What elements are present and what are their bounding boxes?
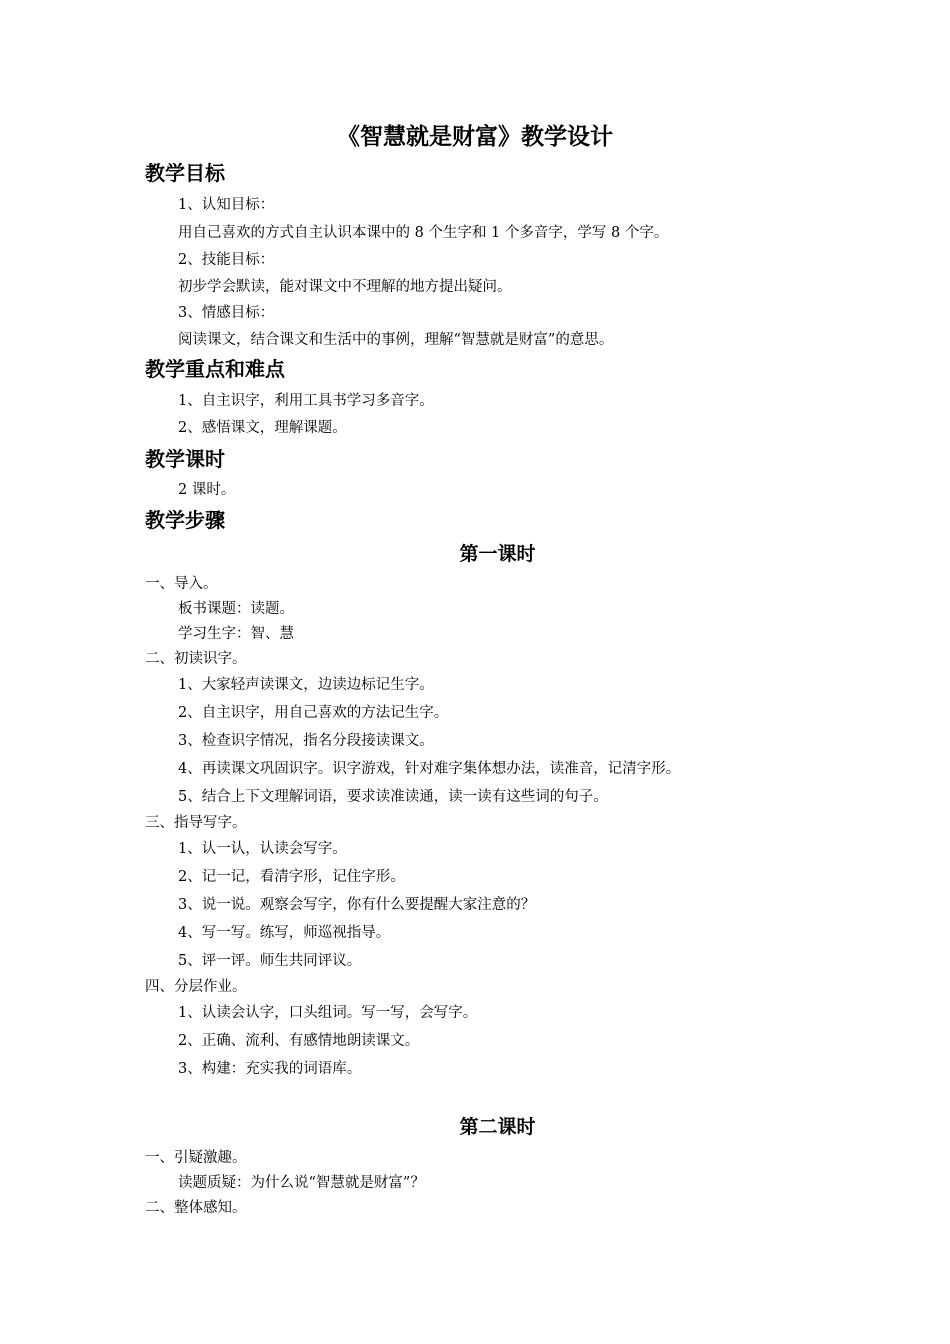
- step-heading: 二、整体感知。: [145, 1200, 247, 1216]
- step-line: 5、评一评。师生共同评议。: [178, 953, 362, 969]
- step-heading: 一、导入。: [145, 576, 218, 592]
- step-heading: 三、指导写字。: [145, 815, 247, 831]
- key-point-line: 1、自主识字，利用工具书学习多音字。: [178, 393, 434, 409]
- step-line: 3、说一说。观察会写字，你有什么要提醒大家注意的？: [178, 897, 536, 913]
- step-heading: 二、初读识字。: [145, 651, 247, 667]
- step-line: 5、结合上下文理解词语，要求读准读通，读一读有这些词的句子。: [178, 789, 608, 805]
- section-heading-steps: 教学步骤: [145, 508, 225, 532]
- step-line: 1、认一认，认读会写字。: [178, 841, 347, 857]
- goal-line: 初步学会默读，能对课文中不理解的地方提出疑问。: [178, 279, 512, 295]
- step-line: 读题质疑：为什么说“智慧就是财富”？: [178, 1175, 425, 1191]
- goal-line: 1、认知目标：: [178, 197, 275, 213]
- step-line: 2、自主识字，用自己喜欢的方法记生字。: [178, 705, 449, 721]
- hours-line: 2 课时。: [178, 482, 236, 498]
- document-title: 《智慧就是财富》教学设计: [337, 123, 613, 150]
- goal-line: 用自己喜欢的方式自主认识本课中的 8 个生字和 1 个多音字，学写 8 个字。: [178, 225, 669, 241]
- step-line: 4、写一写。练写，师巡视指导。: [178, 925, 391, 941]
- section-heading-key-points: 教学重点和难点: [145, 357, 285, 381]
- section-heading-hours: 教学课时: [145, 447, 225, 471]
- step-heading: 四、分层作业。: [145, 979, 247, 995]
- step-line: 3、检查识字情况，指名分段接读课文。: [178, 733, 434, 749]
- step-heading: 一、引疑激趣。: [145, 1150, 247, 1166]
- step-line: 3、构建：充实我的词语库。: [178, 1061, 362, 1077]
- goal-line: 阅读课文，结合课文和生活中的事例，理解“智慧就是财富”的意思。: [178, 332, 614, 348]
- step-line: 4、再读课文巩固识字。识字游戏，针对难字集体想办法，读准音，记清字形。: [178, 761, 681, 777]
- lesson-2-heading: 第二课时: [459, 1116, 536, 1138]
- key-point-line: 2、感悟课文，理解课题。: [178, 420, 347, 436]
- step-line: 1、认读会认字，口头组词。写一写，会写字。: [178, 1005, 478, 1021]
- step-line: 学习生字：智、慧: [178, 626, 294, 642]
- step-line: 2、正确、流利、有感情地朗读课文。: [178, 1033, 420, 1049]
- section-heading-goals: 教学目标: [145, 161, 225, 185]
- step-line: 2、记一记，看清字形，记住字形。: [178, 869, 405, 885]
- goal-line: 2、技能目标：: [178, 252, 275, 268]
- lesson-1-heading: 第一课时: [459, 543, 536, 565]
- step-line: 板书课题：读题。: [178, 601, 294, 617]
- step-line: 1、大家轻声读课文，边读边标记生字。: [178, 677, 434, 693]
- goal-line: 3、情感目标：: [178, 305, 275, 321]
